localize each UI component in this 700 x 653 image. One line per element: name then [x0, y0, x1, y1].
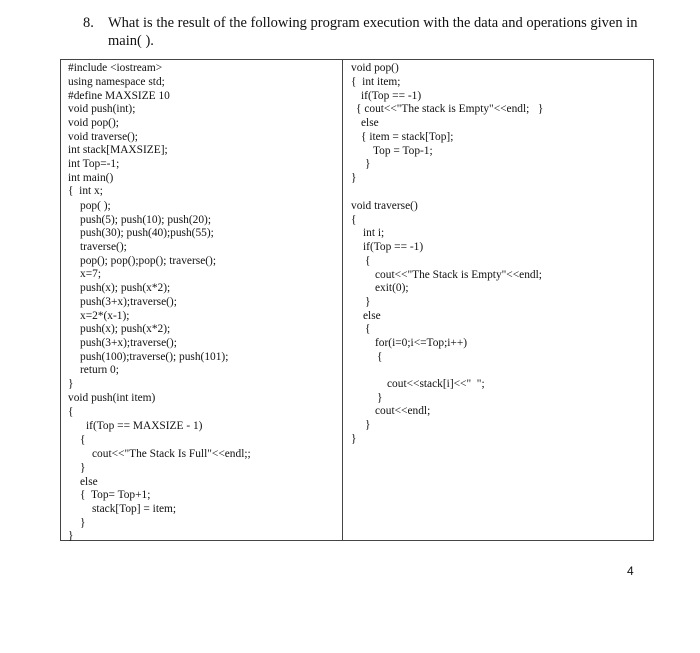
code-line: #define MAXSIZE 10 [68, 90, 170, 102]
code-line: traverse(); [80, 241, 127, 253]
code-line: push(x); push(x*2); [80, 323, 171, 335]
code-line: void pop() [351, 62, 399, 74]
code-line: int i; [363, 227, 385, 239]
code-line: x=2*(x-1); [80, 310, 130, 322]
code-line: cout<<"The Stack is Empty"<<endl; [375, 269, 542, 281]
question-text: What is the result of the following program execution with the data and operations given in main( ). [108, 15, 638, 49]
code-line: if(Top == -1) [361, 90, 422, 102]
code-line: void traverse(); [68, 131, 138, 143]
code-line: } [80, 517, 86, 529]
code-line: push(5); push(10); push(20); [80, 214, 211, 226]
code-line: return 0; [80, 364, 119, 376]
code-line: } [68, 378, 74, 390]
code-line: { [80, 434, 86, 446]
code-line: } [351, 433, 357, 445]
code-line: { [377, 351, 383, 363]
code-line: push(x); push(x*2); [80, 282, 171, 294]
code-line: { item = stack[Top]; [361, 131, 454, 143]
code-line: push(3+x);traverse(); [80, 296, 177, 308]
code-line: for(i=0;i<=Top;i++) [375, 337, 468, 349]
code-line: } [80, 462, 86, 474]
code-line: x=7; [80, 268, 101, 280]
code-line: { [351, 214, 357, 226]
code-table [60, 59, 654, 541]
code-line: { int x; [68, 185, 103, 197]
code-line: pop( ); [80, 200, 111, 212]
code-line: else [363, 310, 381, 322]
code-line: else [80, 476, 98, 488]
code-line: int stack[MAXSIZE]; [68, 144, 168, 156]
code-line: Top = Top-1; [373, 145, 433, 157]
code-line: void push(int); [68, 103, 136, 115]
code-line: } [68, 530, 74, 542]
page-number: 4 [627, 564, 634, 578]
code-line: cout<<stack[i]<<" "; [387, 378, 485, 390]
code-line: } [365, 158, 371, 170]
code-line: void pop(); [68, 117, 119, 129]
code-line: if(Top == -1) [363, 241, 424, 253]
code-line: { Top= Top+1; [80, 489, 151, 501]
column-divider [342, 60, 343, 540]
code-line: cout<<endl; [375, 405, 431, 417]
code-line: { cout<<"The stack is Empty"<<endl; } [356, 103, 544, 115]
code-line: using namespace std; [68, 76, 165, 88]
code-line: else [361, 117, 379, 129]
code-line: void traverse() [351, 200, 418, 212]
code-line: } [365, 296, 371, 308]
code-line: #include <iostream> [68, 62, 163, 74]
question-number: 8. [83, 15, 94, 31]
code-line: { [365, 323, 371, 335]
code-line: push(100);traverse(); push(101); [80, 351, 229, 363]
code-line: { [365, 255, 371, 267]
code-line: int main() [68, 172, 114, 184]
code-line: void push(int item) [68, 392, 156, 404]
code-line: push(30); push(40);push(55); [80, 227, 214, 239]
code-line: stack[Top] = item; [92, 503, 177, 515]
code-line: } [365, 419, 371, 431]
code-line: if(Top == MAXSIZE - 1) [86, 420, 203, 432]
code-line: int Top=-1; [68, 158, 120, 170]
code-line: push(3+x);traverse(); [80, 337, 177, 349]
code-line: pop(); pop();pop(); traverse(); [80, 255, 217, 267]
code-line: { int item; [351, 76, 401, 88]
code-line: cout<<"The Stack Is Full"<<endl;; [92, 448, 251, 460]
code-line: } [377, 392, 383, 404]
code-line: } [351, 172, 357, 184]
code-line: exit(0); [375, 282, 409, 294]
code-line: { [68, 406, 74, 418]
